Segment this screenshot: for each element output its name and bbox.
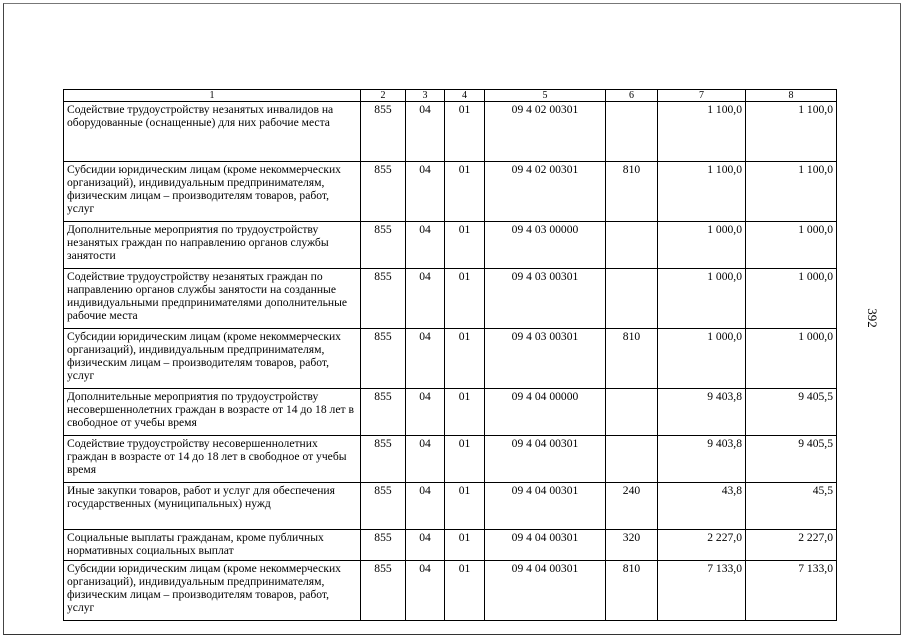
- item-name-cell: Содействие трудоустройству несовершеннолетних граждан в возрасте от 14 до 18 лет в свободное от учебы время: [64, 436, 361, 483]
- ministry-code-cell: 855: [361, 530, 406, 561]
- amount-year-2-cell: 9 405,5: [746, 436, 837, 483]
- target-item-code-cell: 09 4 02 00301: [485, 102, 606, 162]
- header-cell-7: 7: [658, 90, 746, 102]
- subsection-code-cell: 01: [445, 561, 485, 621]
- amount-year-1-cell: 1 100,0: [658, 102, 746, 162]
- section-code-cell: 04: [406, 561, 445, 621]
- expense-type-code-cell: 810: [606, 329, 658, 389]
- item-name-cell: Иные закупки товаров, работ и услуг для обеспечения государственных (муниципальных) нужд: [64, 483, 361, 530]
- table-row: [64, 102, 837, 162]
- subsection-code-cell: 01: [445, 269, 485, 329]
- expense-type-code-cell: [606, 389, 658, 436]
- table-row: [64, 389, 837, 436]
- ministry-code-cell: 855: [361, 436, 406, 483]
- expense-type-code-cell: [606, 436, 658, 483]
- amount-year-2-cell: 45,5: [746, 483, 837, 530]
- item-name-cell: Субсидии юридическим лицам (кроме некоммерческих организаций), индивидуальным предпринимателям, физическим лицам – производителям товаров, работ, услуг: [64, 561, 361, 621]
- ministry-code-cell: 855: [361, 162, 406, 222]
- expense-type-code-cell: [606, 269, 658, 329]
- amount-year-1-cell: 1 000,0: [658, 222, 746, 269]
- header-cell-3: 3: [406, 90, 445, 102]
- section-code-cell: 04: [406, 530, 445, 561]
- table-header-row: [64, 90, 837, 102]
- section-code-cell: 04: [406, 329, 445, 389]
- amount-year-2-cell: 2 227,0: [746, 530, 837, 561]
- table-row: [64, 436, 837, 483]
- amount-year-2-cell: 1 000,0: [746, 329, 837, 389]
- item-name-cell: Дополнительные мероприятия по трудоустройству несовершеннолетних граждан в возрасте от 14 до 18 лет в свободное от учебы время: [64, 389, 361, 436]
- amount-year-1-cell: 9 403,8: [658, 436, 746, 483]
- amount-year-1-cell: 1 000,0: [658, 329, 746, 389]
- item-name-cell: Субсидии юридическим лицам (кроме некоммерческих организаций), индивидуальным предпринимателям, физическим лицам – производителям товаров, работ, услуг: [64, 162, 361, 222]
- amount-year-1-cell: 1 000,0: [658, 269, 746, 329]
- table-row: [64, 483, 837, 530]
- item-name-cell: Социальные выплаты гражданам, кроме публичных нормативных социальных выплат: [64, 530, 361, 561]
- amount-year-2-cell: 9 405,5: [746, 389, 837, 436]
- expense-type-code-cell: 320: [606, 530, 658, 561]
- section-code-cell: 04: [406, 483, 445, 530]
- target-item-code-cell: 09 4 04 00301: [485, 483, 606, 530]
- target-item-code-cell: 09 4 04 00301: [485, 436, 606, 483]
- amount-year-2-cell: 1 000,0: [746, 222, 837, 269]
- amount-year-1-cell: 2 227,0: [658, 530, 746, 561]
- ministry-code-cell: 855: [361, 389, 406, 436]
- subsection-code-cell: 01: [445, 102, 485, 162]
- amount-year-2-cell: 1 100,0: [746, 102, 837, 162]
- ministry-code-cell: 855: [361, 222, 406, 269]
- expense-type-code-cell: 810: [606, 561, 658, 621]
- ministry-code-cell: 855: [361, 269, 406, 329]
- header-cell-1: 1: [64, 90, 361, 102]
- target-item-code-cell: 09 4 03 00301: [485, 269, 606, 329]
- section-code-cell: 04: [406, 162, 445, 222]
- ministry-code-cell: 855: [361, 561, 406, 621]
- subsection-code-cell: 01: [445, 329, 485, 389]
- expense-type-code-cell: [606, 102, 658, 162]
- section-code-cell: 04: [406, 269, 445, 329]
- table-row: [64, 222, 837, 269]
- table-row: [64, 530, 837, 561]
- amount-year-2-cell: 1 100,0: [746, 162, 837, 222]
- section-code-cell: 04: [406, 222, 445, 269]
- subsection-code-cell: 01: [445, 162, 485, 222]
- amount-year-1-cell: 7 133,0: [658, 561, 746, 621]
- subsection-code-cell: 01: [445, 222, 485, 269]
- target-item-code-cell: 09 4 03 00000: [485, 222, 606, 269]
- subsection-code-cell: 01: [445, 389, 485, 436]
- ministry-code-cell: 855: [361, 329, 406, 389]
- header-cell-4: 4: [445, 90, 485, 102]
- target-item-code-cell: 09 4 04 00301: [485, 561, 606, 621]
- section-code-cell: 04: [406, 436, 445, 483]
- amount-year-1-cell: 1 100,0: [658, 162, 746, 222]
- ministry-code-cell: 855: [361, 102, 406, 162]
- section-code-cell: 04: [406, 102, 445, 162]
- target-item-code-cell: 09 4 02 00301: [485, 162, 606, 222]
- item-name-cell: Содействие трудоустройству незанятых граждан по направлению органов службы занятости на созданные индивидуальными предпринимателями дополнительные рабочие места: [64, 269, 361, 329]
- expense-type-code-cell: 810: [606, 162, 658, 222]
- subsection-code-cell: 01: [445, 436, 485, 483]
- subsection-code-cell: 01: [445, 530, 485, 561]
- header-cell-2: 2: [361, 90, 406, 102]
- target-item-code-cell: 09 4 04 00301: [485, 530, 606, 561]
- section-code-cell: 04: [406, 389, 445, 436]
- budget-table: [63, 89, 837, 621]
- amount-year-1-cell: 43,8: [658, 483, 746, 530]
- item-name-cell: Дополнительные мероприятия по трудоустройству незанятых граждан по направлению органов службы занятости: [64, 222, 361, 269]
- amount-year-2-cell: 7 133,0: [746, 561, 837, 621]
- target-item-code-cell: 09 4 04 00000: [485, 389, 606, 436]
- page-number: 392: [864, 308, 880, 328]
- item-name-cell: Содействие трудоустройству незанятых инвалидов на оборудованные (оснащенные) для них рабочие места: [64, 102, 361, 162]
- table-row: [64, 269, 837, 329]
- table-row: [64, 329, 837, 389]
- expense-type-code-cell: [606, 222, 658, 269]
- target-item-code-cell: 09 4 03 00301: [485, 329, 606, 389]
- amount-year-2-cell: 1 000,0: [746, 269, 837, 329]
- amount-year-1-cell: 9 403,8: [658, 389, 746, 436]
- header-cell-5: 5: [485, 90, 606, 102]
- expense-type-code-cell: 240: [606, 483, 658, 530]
- item-name-cell: Субсидии юридическим лицам (кроме некоммерческих организаций), индивидуальным предпринимателям, физическим лицам – производителям товаров, работ, услуг: [64, 329, 361, 389]
- header-cell-6: 6: [606, 90, 658, 102]
- table-row: [64, 561, 837, 621]
- header-cell-8: 8: [746, 90, 837, 102]
- ministry-code-cell: 855: [361, 483, 406, 530]
- subsection-code-cell: 01: [445, 483, 485, 530]
- table-row: [64, 162, 837, 222]
